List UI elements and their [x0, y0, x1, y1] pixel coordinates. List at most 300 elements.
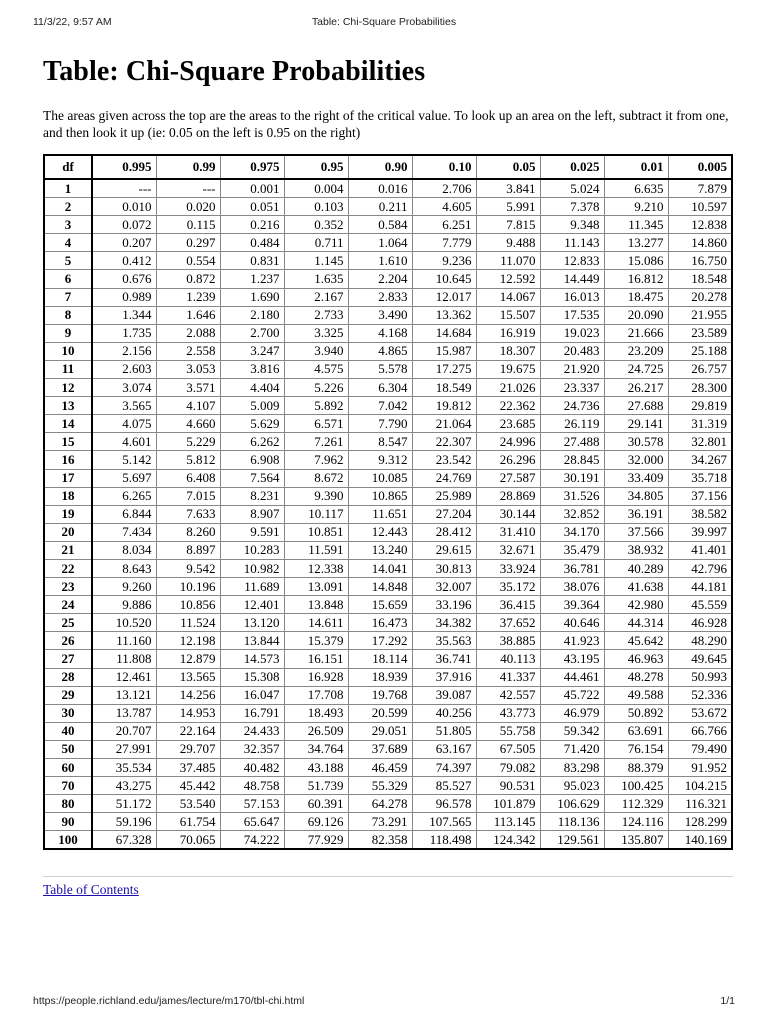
value-cell: 10.851 [284, 523, 348, 541]
value-cell: 16.151 [284, 650, 348, 668]
value-cell: 28.869 [476, 487, 540, 505]
value-cell: 3.074 [92, 379, 156, 397]
value-cell: 0.211 [348, 198, 412, 216]
value-cell: 36.741 [412, 650, 476, 668]
value-cell: 9.390 [284, 487, 348, 505]
value-cell: 88.379 [604, 759, 668, 777]
value-cell: 45.722 [540, 686, 604, 704]
value-cell: 67.328 [92, 831, 156, 850]
df-cell: 11 [44, 360, 92, 378]
value-cell: 31.410 [476, 523, 540, 541]
print-header [33, 16, 735, 30]
value-cell: 76.154 [604, 740, 668, 758]
value-cell: 1.344 [92, 306, 156, 324]
value-cell: 0.711 [284, 234, 348, 252]
value-cell: 10.283 [220, 541, 284, 559]
table-row [44, 179, 732, 198]
df-cell: 15 [44, 433, 92, 451]
value-cell: 20.483 [540, 342, 604, 360]
value-cell: 57.153 [220, 795, 284, 813]
table-row [44, 559, 732, 577]
value-cell: 3.053 [156, 360, 220, 378]
value-cell: 9.591 [220, 523, 284, 541]
value-cell: 30.144 [476, 505, 540, 523]
header-area: 0.05 [476, 155, 540, 179]
value-cell: 34.382 [412, 614, 476, 632]
divider [43, 876, 733, 877]
df-cell: 26 [44, 632, 92, 650]
value-cell: 24.433 [220, 722, 284, 740]
value-cell: 101.879 [476, 795, 540, 813]
df-cell: 40 [44, 722, 92, 740]
value-cell: 35.563 [412, 632, 476, 650]
df-cell: 12 [44, 379, 92, 397]
value-cell: 11.160 [92, 632, 156, 650]
df-cell: 10 [44, 342, 92, 360]
value-cell: 14.860 [668, 234, 732, 252]
value-cell: 13.277 [604, 234, 668, 252]
value-cell: 5.578 [348, 360, 412, 378]
value-cell: 0.020 [156, 198, 220, 216]
value-cell: 1.735 [92, 324, 156, 342]
value-cell: 21.955 [668, 306, 732, 324]
df-cell: 9 [44, 324, 92, 342]
value-cell: 129.561 [540, 831, 604, 850]
value-cell: 12.838 [668, 216, 732, 234]
value-cell: 5.991 [476, 198, 540, 216]
value-cell: 12.401 [220, 596, 284, 614]
value-cell: 104.215 [668, 777, 732, 795]
value-cell: 32.357 [220, 740, 284, 758]
value-cell: 50.993 [668, 668, 732, 686]
value-cell: 53.672 [668, 704, 732, 722]
value-cell: 3.571 [156, 379, 220, 397]
value-cell: 90.531 [476, 777, 540, 795]
value-cell: 9.236 [412, 252, 476, 270]
value-cell: 36.415 [476, 596, 540, 614]
table-row [44, 686, 732, 704]
value-cell: 29.141 [604, 415, 668, 433]
df-cell: 19 [44, 505, 92, 523]
value-cell: 10.597 [668, 198, 732, 216]
value-cell: 41.401 [668, 541, 732, 559]
value-cell: 34.170 [540, 523, 604, 541]
value-cell: 46.928 [668, 614, 732, 632]
value-cell: 18.549 [412, 379, 476, 397]
header-area: 0.975 [220, 155, 284, 179]
df-cell: 80 [44, 795, 92, 813]
df-cell: 20 [44, 523, 92, 541]
value-cell: 39.087 [412, 686, 476, 704]
df-cell: 4 [44, 234, 92, 252]
value-cell: 77.929 [284, 831, 348, 850]
value-cell: 17.535 [540, 306, 604, 324]
table-row [44, 505, 732, 523]
value-cell: 14.684 [412, 324, 476, 342]
value-cell: 26.217 [604, 379, 668, 397]
value-cell: 9.886 [92, 596, 156, 614]
value-cell: 14.573 [220, 650, 284, 668]
value-cell: 64.278 [348, 795, 412, 813]
value-cell: 41.923 [540, 632, 604, 650]
value-cell: 15.379 [284, 632, 348, 650]
value-cell: 46.963 [604, 650, 668, 668]
value-cell: 26.509 [284, 722, 348, 740]
print-datetime: 11/3/22, 9:57 AM [33, 16, 112, 28]
value-cell: 7.779 [412, 234, 476, 252]
value-cell: 11.345 [604, 216, 668, 234]
value-cell: 2.733 [284, 306, 348, 324]
value-cell: 118.136 [540, 813, 604, 831]
value-cell: 0.989 [92, 288, 156, 306]
value-cell: 16.928 [284, 668, 348, 686]
value-cell: 8.643 [92, 559, 156, 577]
value-cell: 5.629 [220, 415, 284, 433]
value-cell: 0.584 [348, 216, 412, 234]
value-cell: 79.082 [476, 759, 540, 777]
value-cell: 13.121 [92, 686, 156, 704]
value-cell: 22.362 [476, 397, 540, 415]
value-cell: 96.578 [412, 795, 476, 813]
value-cell: 33.409 [604, 469, 668, 487]
df-cell: 6 [44, 270, 92, 288]
value-cell: 44.314 [604, 614, 668, 632]
df-cell: 8 [44, 306, 92, 324]
value-cell: 25.188 [668, 342, 732, 360]
df-cell: 30 [44, 704, 92, 722]
value-cell: 7.261 [284, 433, 348, 451]
chi-square-table [43, 154, 733, 850]
value-cell: 20.599 [348, 704, 412, 722]
value-cell: 13.848 [284, 596, 348, 614]
value-cell: 20.707 [92, 722, 156, 740]
table-row [44, 578, 732, 596]
table-header-row [44, 155, 732, 179]
df-cell: 25 [44, 614, 92, 632]
value-cell: 29.819 [668, 397, 732, 415]
value-cell: 34.805 [604, 487, 668, 505]
header-area: 0.95 [284, 155, 348, 179]
value-cell: 70.065 [156, 831, 220, 850]
value-cell: 0.831 [220, 252, 284, 270]
value-cell: 9.210 [604, 198, 668, 216]
value-cell: 33.924 [476, 559, 540, 577]
table-row [44, 596, 732, 614]
value-cell: 23.542 [412, 451, 476, 469]
value-cell: 11.808 [92, 650, 156, 668]
value-cell: 51.739 [284, 777, 348, 795]
value-cell: 29.051 [348, 722, 412, 740]
table-row [44, 342, 732, 360]
value-cell: 18.475 [604, 288, 668, 306]
value-cell: 14.848 [348, 578, 412, 596]
table-row [44, 523, 732, 541]
value-cell: 10.196 [156, 578, 220, 596]
value-cell: 1.610 [348, 252, 412, 270]
value-cell: 42.557 [476, 686, 540, 704]
value-cell: 3.816 [220, 360, 284, 378]
value-cell: 18.114 [348, 650, 412, 668]
value-cell: 34.764 [284, 740, 348, 758]
value-cell: 91.952 [668, 759, 732, 777]
value-cell: 0.004 [284, 179, 348, 198]
value-cell: 6.571 [284, 415, 348, 433]
value-cell: 135.807 [604, 831, 668, 850]
value-cell: 51.805 [412, 722, 476, 740]
value-cell: 61.754 [156, 813, 220, 831]
value-cell: 67.505 [476, 740, 540, 758]
value-cell: 40.289 [604, 559, 668, 577]
table-row [44, 614, 732, 632]
table-row [44, 324, 732, 342]
value-cell: 46.979 [540, 704, 604, 722]
value-cell: 1.237 [220, 270, 284, 288]
value-cell: 29.615 [412, 541, 476, 559]
value-cell: 37.485 [156, 759, 220, 777]
value-cell: 41.638 [604, 578, 668, 596]
value-cell: 43.773 [476, 704, 540, 722]
value-cell: 0.016 [348, 179, 412, 198]
value-cell: 22.307 [412, 433, 476, 451]
df-cell: 23 [44, 578, 92, 596]
value-cell: 37.916 [412, 668, 476, 686]
value-cell: 9.348 [540, 216, 604, 234]
value-cell: 30.813 [412, 559, 476, 577]
df-cell: 24 [44, 596, 92, 614]
value-cell: 9.312 [348, 451, 412, 469]
df-cell: 5 [44, 252, 92, 270]
value-cell: 10.520 [92, 614, 156, 632]
value-cell: 23.337 [540, 379, 604, 397]
print-footer [33, 995, 735, 1009]
table-of-contents-link[interactable]: Table of Contents [43, 882, 139, 897]
value-cell: 7.564 [220, 469, 284, 487]
value-cell: 4.660 [156, 415, 220, 433]
value-cell: 16.473 [348, 614, 412, 632]
value-cell: 8.260 [156, 523, 220, 541]
value-cell: 8.034 [92, 541, 156, 559]
value-cell: 1.145 [284, 252, 348, 270]
value-cell: 0.352 [284, 216, 348, 234]
value-cell: 32.801 [668, 433, 732, 451]
table-row [44, 831, 732, 850]
value-cell: 12.879 [156, 650, 220, 668]
value-cell: 27.587 [476, 469, 540, 487]
value-cell: 45.642 [604, 632, 668, 650]
table-row [44, 487, 732, 505]
table-row [44, 451, 732, 469]
print-page-title: Table: Chi-Square Probabilities [311, 16, 457, 28]
table-row [44, 759, 732, 777]
table-row [44, 270, 732, 288]
value-cell: 41.337 [476, 668, 540, 686]
value-cell: 43.195 [540, 650, 604, 668]
value-cell: 31.319 [668, 415, 732, 433]
value-cell: 17.275 [412, 360, 476, 378]
df-cell: 90 [44, 813, 92, 831]
value-cell: 49.588 [604, 686, 668, 704]
value-cell: 0.484 [220, 234, 284, 252]
value-cell: 38.076 [540, 578, 604, 596]
value-cell: 35.172 [476, 578, 540, 596]
table-row [44, 379, 732, 397]
value-cell: 42.980 [604, 596, 668, 614]
value-cell: 9.260 [92, 578, 156, 596]
value-cell: 7.378 [540, 198, 604, 216]
table-row [44, 360, 732, 378]
value-cell: 51.172 [92, 795, 156, 813]
table-row [44, 632, 732, 650]
value-cell: 0.072 [92, 216, 156, 234]
value-cell: 6.908 [220, 451, 284, 469]
value-cell: 32.852 [540, 505, 604, 523]
value-cell: 1.635 [284, 270, 348, 288]
value-cell: 79.490 [668, 740, 732, 758]
value-cell: 3.841 [476, 179, 540, 198]
value-cell: 4.865 [348, 342, 412, 360]
value-cell: 52.336 [668, 686, 732, 704]
value-cell: 5.226 [284, 379, 348, 397]
header-area: 0.99 [156, 155, 220, 179]
value-cell: 13.565 [156, 668, 220, 686]
header-df: df [44, 155, 92, 179]
value-cell: 21.064 [412, 415, 476, 433]
value-cell: 10.856 [156, 596, 220, 614]
table-row [44, 650, 732, 668]
value-cell: 21.666 [604, 324, 668, 342]
value-cell: 4.107 [156, 397, 220, 415]
table-row [44, 216, 732, 234]
header-area: 0.10 [412, 155, 476, 179]
value-cell: --- [156, 179, 220, 198]
value-cell: 14.041 [348, 559, 412, 577]
chi-square-table-container [43, 154, 733, 850]
value-cell: 11.591 [284, 541, 348, 559]
value-cell: 85.527 [412, 777, 476, 795]
value-cell: 0.412 [92, 252, 156, 270]
value-cell: 30.578 [604, 433, 668, 451]
intro-text: The areas given across the top are the areas to the right of the critical value. To look up an area on the left, subtract it from one, and then look it up (ie: 0.05 on the left is 0.95 on the right) [43, 108, 729, 140]
value-cell: 53.540 [156, 795, 220, 813]
value-cell: 36.191 [604, 505, 668, 523]
value-cell: 14.256 [156, 686, 220, 704]
value-cell: 18.493 [284, 704, 348, 722]
value-cell: 1.239 [156, 288, 220, 306]
value-cell: 12.017 [412, 288, 476, 306]
value-cell: 23.685 [476, 415, 540, 433]
value-cell: 0.872 [156, 270, 220, 288]
header-area: 0.025 [540, 155, 604, 179]
value-cell: 35.718 [668, 469, 732, 487]
value-cell: 44.181 [668, 578, 732, 596]
value-cell: 5.892 [284, 397, 348, 415]
value-cell: 16.791 [220, 704, 284, 722]
value-cell: 17.708 [284, 686, 348, 704]
value-cell: 33.196 [412, 596, 476, 614]
value-cell: 7.962 [284, 451, 348, 469]
value-cell: 37.566 [604, 523, 668, 541]
value-cell: 8.672 [284, 469, 348, 487]
value-cell: 113.145 [476, 813, 540, 831]
value-cell: 40.256 [412, 704, 476, 722]
value-cell: 0.207 [92, 234, 156, 252]
value-cell: 32.000 [604, 451, 668, 469]
table-row [44, 740, 732, 758]
value-cell: 27.204 [412, 505, 476, 523]
value-cell: 30.191 [540, 469, 604, 487]
value-cell: 2.204 [348, 270, 412, 288]
value-cell: 5.024 [540, 179, 604, 198]
df-cell: 21 [44, 541, 92, 559]
value-cell: 55.329 [348, 777, 412, 795]
value-cell: 3.490 [348, 306, 412, 324]
value-cell: 24.736 [540, 397, 604, 415]
df-cell: 18 [44, 487, 92, 505]
value-cell: 3.247 [220, 342, 284, 360]
table-row [44, 288, 732, 306]
value-cell: 37.156 [668, 487, 732, 505]
value-cell: 6.844 [92, 505, 156, 523]
value-cell: 55.758 [476, 722, 540, 740]
table-row [44, 234, 732, 252]
value-cell: 19.768 [348, 686, 412, 704]
value-cell: 4.575 [284, 360, 348, 378]
header-area: 0.995 [92, 155, 156, 179]
value-cell: 17.292 [348, 632, 412, 650]
value-cell: 45.559 [668, 596, 732, 614]
value-cell: 4.168 [348, 324, 412, 342]
value-cell: 11.689 [220, 578, 284, 596]
value-cell: 13.787 [92, 704, 156, 722]
table-row [44, 397, 732, 415]
value-cell: 3.940 [284, 342, 348, 360]
value-cell: 5.229 [156, 433, 220, 451]
value-cell: 0.297 [156, 234, 220, 252]
header-area: 0.005 [668, 155, 732, 179]
value-cell: 49.645 [668, 650, 732, 668]
value-cell: 15.987 [412, 342, 476, 360]
table-row [44, 668, 732, 686]
value-cell: 3.565 [92, 397, 156, 415]
value-cell: 95.023 [540, 777, 604, 795]
value-cell: 6.251 [412, 216, 476, 234]
value-cell: 25.989 [412, 487, 476, 505]
value-cell: 2.833 [348, 288, 412, 306]
value-cell: 16.750 [668, 252, 732, 270]
value-cell: 21.920 [540, 360, 604, 378]
value-cell: 5.697 [92, 469, 156, 487]
value-cell: 42.796 [668, 559, 732, 577]
value-cell: 7.042 [348, 397, 412, 415]
value-cell: 4.404 [220, 379, 284, 397]
value-cell: 27.688 [604, 397, 668, 415]
value-cell: 15.507 [476, 306, 540, 324]
value-cell: 100.425 [604, 777, 668, 795]
value-cell: 27.991 [92, 740, 156, 758]
df-cell: 60 [44, 759, 92, 777]
value-cell: 48.758 [220, 777, 284, 795]
df-cell: 17 [44, 469, 92, 487]
value-cell: 18.548 [668, 270, 732, 288]
value-cell: 82.358 [348, 831, 412, 850]
value-cell: 0.103 [284, 198, 348, 216]
value-cell: 0.216 [220, 216, 284, 234]
value-cell: 0.001 [220, 179, 284, 198]
value-cell: 0.051 [220, 198, 284, 216]
value-cell: 0.676 [92, 270, 156, 288]
table-body [44, 179, 732, 849]
value-cell: 32.007 [412, 578, 476, 596]
